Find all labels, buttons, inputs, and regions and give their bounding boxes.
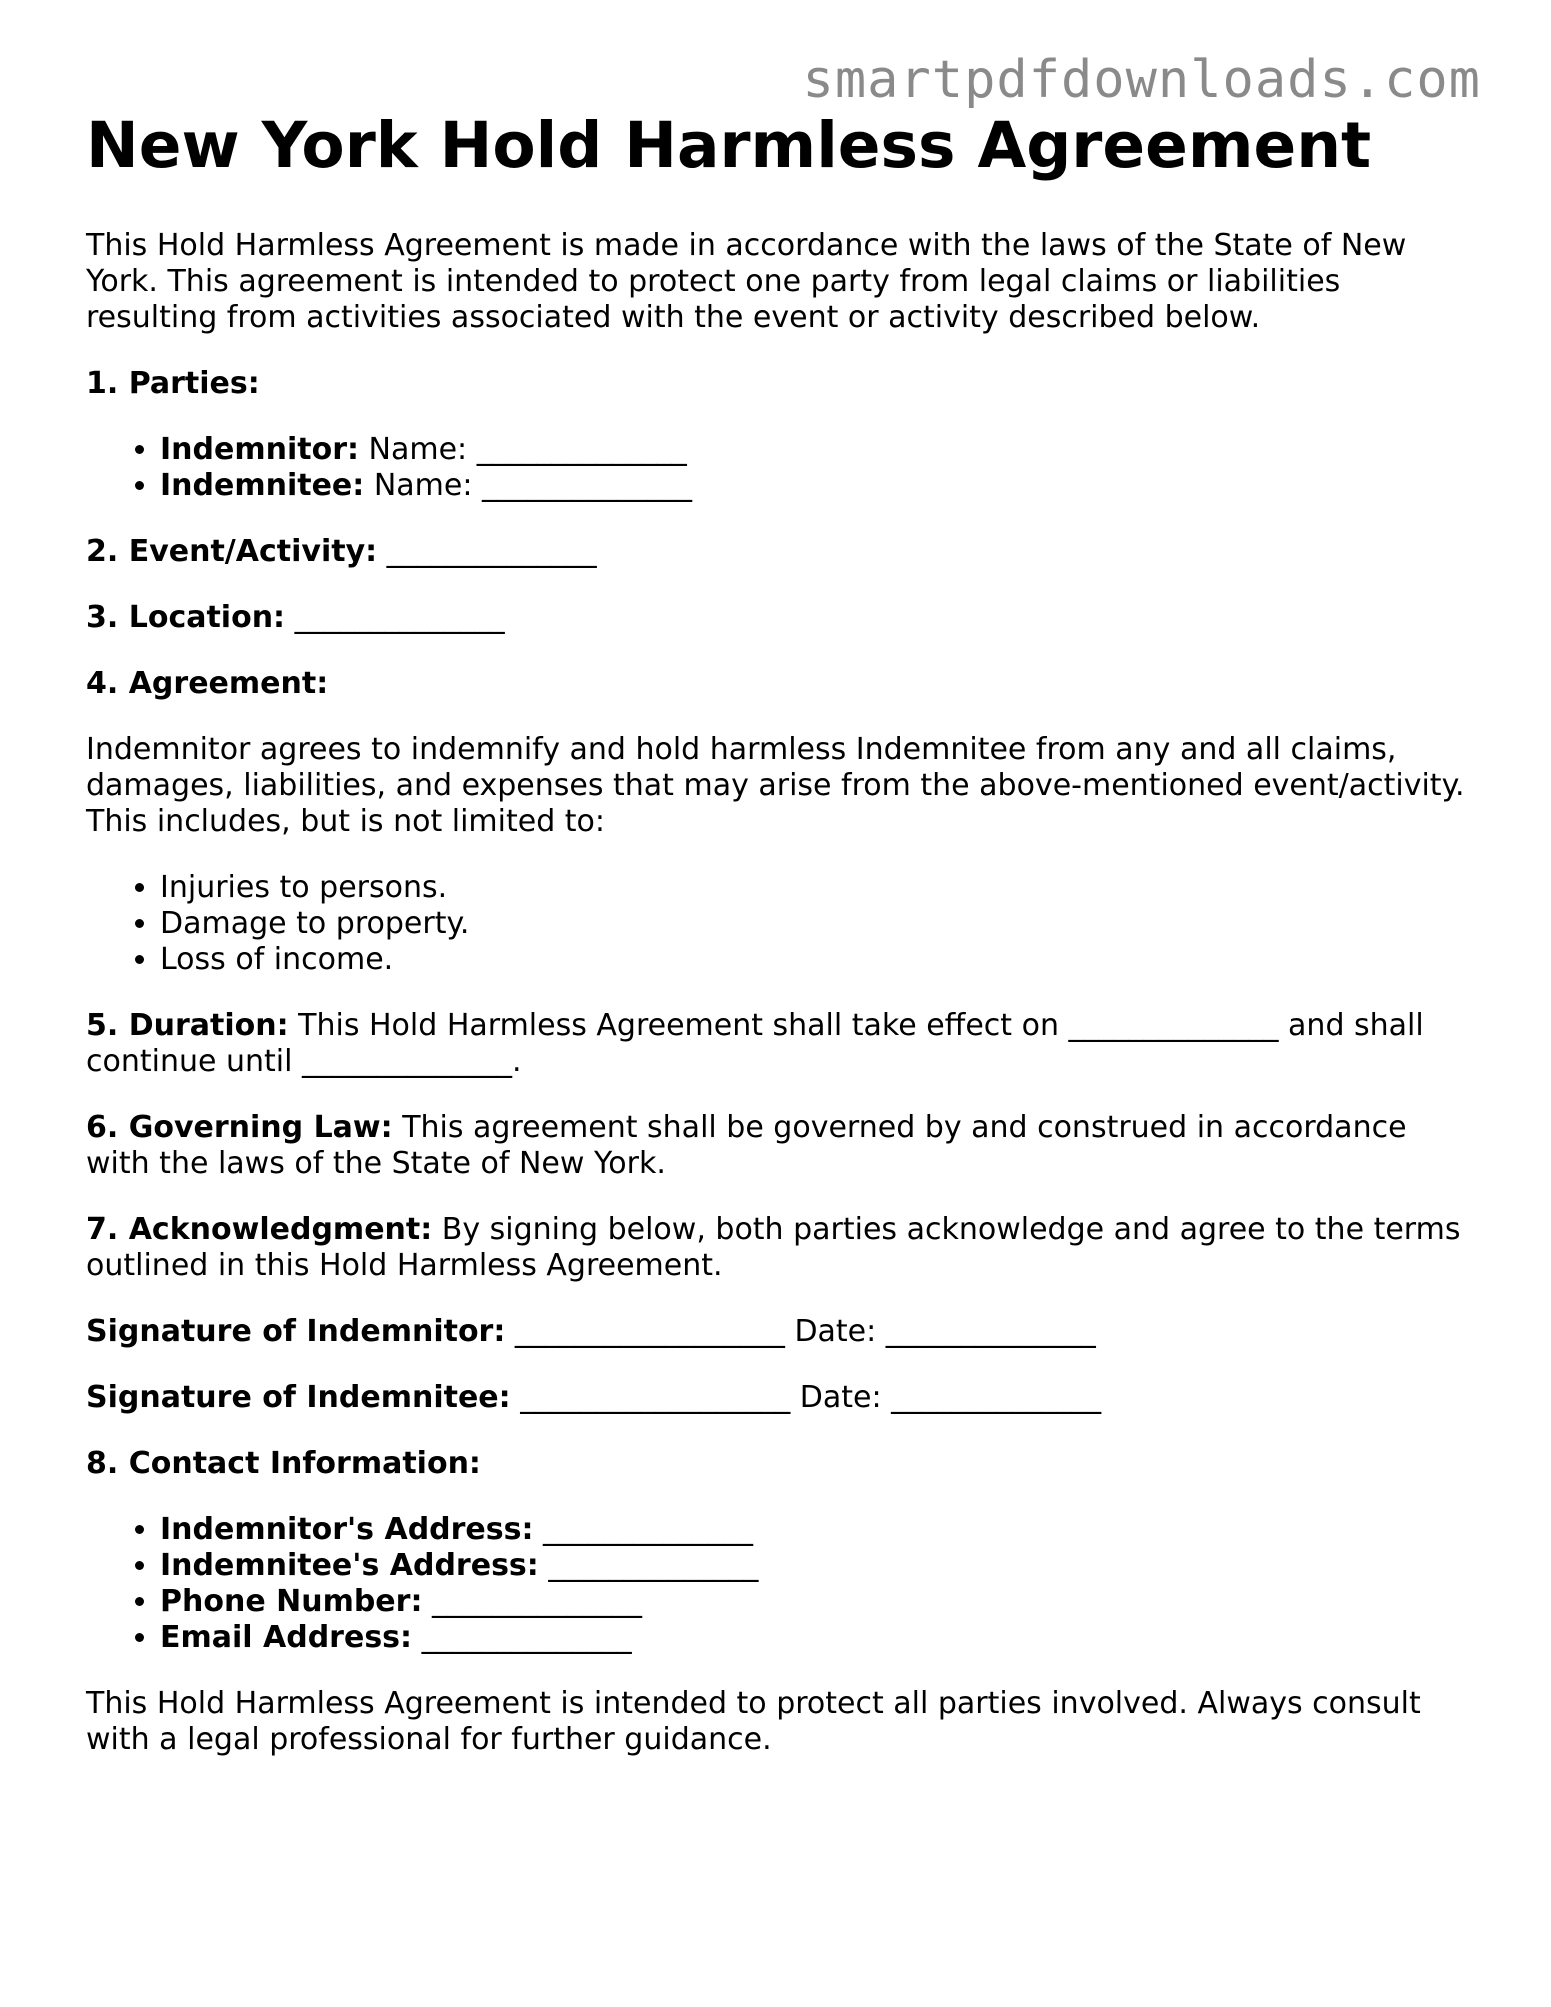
contact-item bbox=[160, 1584, 1466, 1620]
email-address-blank[interactable]: ______________ bbox=[421, 1620, 632, 1655]
duration-period: . bbox=[512, 1044, 522, 1079]
contact-heading-label: 8. Contact Information: bbox=[86, 1446, 481, 1481]
contact-item bbox=[160, 1548, 1466, 1584]
location-blank[interactable]: ______________ bbox=[294, 600, 505, 635]
intro-paragraph: This Hold Harmless Agreement is made in accordance with the laws of the State of New York. This agreement is intended to protect one party from legal claims or liabilities resulting from activities associated with the event or activity described below. bbox=[86, 228, 1407, 335]
date-label: Date: bbox=[794, 1314, 877, 1349]
indemnitor-name-blank[interactable]: ______________ bbox=[476, 432, 687, 467]
document-page bbox=[86, 108, 1466, 1788]
party-label: Indemnitee: bbox=[160, 468, 365, 503]
watermark: smartpdfdownloads.com bbox=[802, 50, 1481, 110]
duration-text-a: This Hold Harmless Agreement shall take effect on bbox=[298, 1008, 1059, 1043]
party-field-label: Name: bbox=[368, 432, 468, 467]
agreement-heading-label: 4. Agreement: bbox=[86, 666, 329, 701]
indemnitor-signature-blank[interactable]: __________________ bbox=[514, 1314, 785, 1349]
contact-heading bbox=[86, 1446, 1466, 1482]
parties-list bbox=[86, 432, 1466, 504]
duration-label: 5. Duration: bbox=[86, 1008, 289, 1043]
event-line bbox=[86, 534, 1466, 570]
contact-label: Indemnitee's Address: bbox=[160, 1548, 539, 1583]
contact-item bbox=[160, 1620, 1466, 1656]
parties-heading-label: 1. Parties: bbox=[86, 366, 260, 401]
contact-list bbox=[86, 1512, 1466, 1656]
indemnitee-address-blank[interactable]: ______________ bbox=[548, 1548, 759, 1583]
acknowledgment-label: 7. Acknowledgment: bbox=[86, 1212, 433, 1247]
event-label: 2. Event/Activity: bbox=[86, 534, 378, 569]
closing-paragraph: This Hold Harmless Agreement is intended to protect all parties involved. Always consult with a legal professional for further guidance. bbox=[86, 1686, 1421, 1757]
signature-label: Signature of Indemnitor: bbox=[86, 1314, 506, 1349]
agreement-heading bbox=[86, 666, 1466, 702]
parties-heading bbox=[86, 366, 1466, 402]
page-title: New York Hold Harmless Agreement bbox=[86, 109, 1372, 182]
signature-label: Signature of Indemnitee: bbox=[86, 1380, 511, 1415]
list-item: • Injuries to persons. bbox=[160, 870, 1466, 906]
duration-paragraph bbox=[86, 1008, 1466, 1080]
event-blank[interactable]: ______________ bbox=[386, 534, 597, 569]
indemnitee-name-blank[interactable]: ______________ bbox=[482, 468, 692, 503]
phone-number-blank[interactable]: ______________ bbox=[432, 1584, 642, 1619]
party-indemnitor bbox=[160, 432, 1466, 468]
location-label: 3. Location: bbox=[86, 600, 286, 635]
contact-item bbox=[160, 1512, 1466, 1548]
indemnitee-date-blank[interactable]: ______________ bbox=[891, 1380, 1102, 1415]
agreement-list bbox=[86, 870, 1466, 978]
indemnitor-date-blank[interactable]: ______________ bbox=[885, 1314, 1096, 1349]
contact-label: Email Address: bbox=[160, 1620, 413, 1655]
governing-law-text: This agreement shall be governed by and construed in accordance with the laws of the State of New York. bbox=[86, 1110, 1407, 1181]
acknowledgment-paragraph bbox=[86, 1212, 1466, 1284]
date-label: Date: bbox=[799, 1380, 882, 1415]
indemnitee-signature-blank[interactable]: __________________ bbox=[520, 1380, 791, 1415]
location-line bbox=[86, 600, 1466, 636]
indemnitor-address-blank[interactable]: ______________ bbox=[543, 1512, 754, 1547]
list-item: • Loss of income. bbox=[160, 942, 1466, 978]
list-item: • Damage to property. bbox=[160, 906, 1466, 942]
duration-end-blank[interactable]: ______________ bbox=[302, 1044, 512, 1079]
agreement-paragraph: Indemnitor agrees to indemnify and hold harmless Indemnitee from any and all claims, damages, liabilities, and expenses that may arise from the above-mentioned event/activity. This includes, but is not limited to: bbox=[86, 732, 1465, 839]
party-label: Indemnitor: bbox=[160, 432, 359, 467]
signature-indemnitee-line bbox=[86, 1380, 1466, 1416]
party-indemnitee bbox=[160, 468, 1466, 504]
duration-start-blank[interactable]: ______________ bbox=[1068, 1008, 1279, 1043]
duration-text-b: and shall continue until bbox=[86, 1008, 1424, 1079]
contact-label: Indemnitor's Address: bbox=[160, 1512, 534, 1547]
governing-law-paragraph bbox=[86, 1110, 1466, 1182]
contact-label: Phone Number: bbox=[160, 1584, 423, 1619]
acknowledgment-text: By signing below, both parties acknowledge and agree to the terms outlined in this Hold Harmless Agreement. bbox=[86, 1212, 1461, 1283]
governing-law-label: 6. Governing Law: bbox=[86, 1110, 393, 1145]
signature-indemnitor-line bbox=[86, 1314, 1466, 1350]
party-field-label: Name: bbox=[373, 468, 473, 503]
